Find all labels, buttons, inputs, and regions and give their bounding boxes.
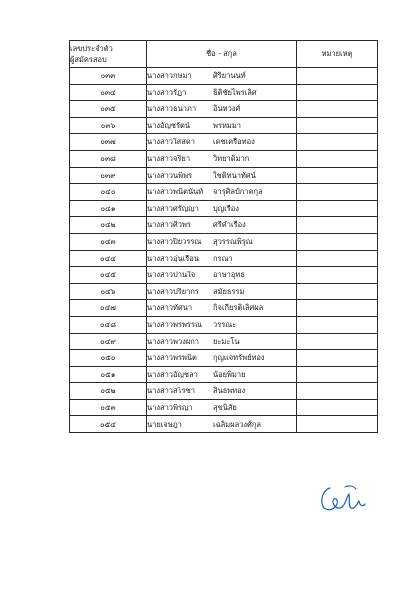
candidate-name [147,150,297,167]
candidate-remark [297,68,378,85]
candidate-name [147,84,297,101]
table-header-row [70,41,378,68]
header-full-name: ชื่อ - สกุล [147,41,297,68]
candidate-surname: สมัยธรรม [213,286,245,296]
table-row [70,399,378,416]
candidate-surname: สุขนิสัย [213,402,237,412]
candidate-number: ๐๔๒ [70,217,147,234]
candidate-title-first-name: นางสาวศิวพร [147,221,191,229]
header-remark: หมายเหตุ [297,41,378,68]
candidate-surname: กุญแจทรัพย์ทอง [213,353,265,363]
candidate-number: ๐๔๔ [70,250,147,267]
candidate-remark [297,200,378,217]
candidate-surname: วรรณะ [213,319,237,329]
table-row [70,68,378,85]
candidate-surname: อาษาอุทธ [213,270,245,280]
candidate-name [147,167,297,184]
candidate-title-first-name: นางสาวธนาภา [147,105,197,113]
candidate-title-first-name: นางสาวปิยวรรณ [147,237,202,246]
table-row [70,233,378,250]
candidate-name [147,333,297,350]
candidate-title-first-name: นางสาวพิรญา [147,403,193,412]
candidate-title-first-name: นางสาวใสสดา [147,138,195,146]
candidate-name [147,383,297,400]
candidate-surname: จารุศิลป์กาคกุล [213,187,263,197]
candidate-remark [297,167,378,184]
candidate-title-first-name: นางสาวจริยา [147,155,191,163]
table-row [70,283,378,300]
candidate-remark [297,233,378,250]
candidate-title-first-name: นางสาวสโรชา [147,387,195,395]
table-row [70,117,378,134]
candidate-remark [297,184,378,201]
table-row [70,150,378,167]
table-row [70,300,378,317]
candidate-number: ๐๕๐ [70,350,147,367]
candidate-surname: กรณา [213,253,233,263]
table-row [70,167,378,184]
candidate-surname: อินทวงศ์ [213,104,241,114]
candidate-title-first-name: นางสาวปานใจ [147,271,196,279]
candidate-number: ๐๕๔ [70,416,147,433]
candidate-remark [297,283,378,300]
candidate-remark [297,150,378,167]
header-number-line2: ผู้สมัครสอบ [70,55,107,64]
candidate-remark [297,101,378,118]
candidate-number: ๐๓๕ [70,101,147,118]
candidate-title-first-name: นางสาวปริยากร [147,287,199,296]
candidate-name [147,233,297,250]
candidate-title-first-name: นางสาวพวงผกา [147,337,199,346]
table-row [70,250,378,267]
candidate-remark [297,117,378,134]
candidate-title-first-name: นางสาวรัฏา [147,88,187,97]
candidate-number: ๐๕๑ [70,366,147,383]
candidate-surname: สุวรรณพิรุณ [213,236,253,246]
candidate-name [147,250,297,267]
candidate-remark [297,267,378,284]
candidate-name [147,366,297,383]
candidate-remark [297,217,378,234]
candidate-table [69,40,378,433]
candidate-number: ๐๓๘ [70,150,147,167]
candidate-title-first-name: นางสาวพรพรรณ [147,320,202,329]
candidate-number: ๐๓๓ [70,68,147,85]
candidate-name [147,316,297,333]
candidate-surname: ศิริยานนท์ [213,71,246,81]
candidate-surname: ธิติชัยไพรเลิศ [213,87,257,97]
candidate-remark [297,250,378,267]
candidate-number: ๐๔๘ [70,316,147,333]
candidate-number: ๐๔๗ [70,300,147,317]
candidate-surname: พรหมมา [213,120,242,130]
candidate-number: ๐๔๓ [70,233,147,250]
candidate-number: ๐๓๖ [70,117,147,134]
table-row [70,101,378,118]
candidate-name [147,350,297,367]
header-number-line1: เลขประจำตัว [70,44,113,53]
candidate-number: ๐๓๔ [70,84,147,101]
candidate-name [147,134,297,151]
candidate-remark [297,134,378,151]
table-row [70,416,378,433]
candidate-name [147,200,297,217]
candidate-remark [297,300,378,317]
candidate-title-first-name: นางสาวพรพนิต [147,354,197,362]
table-row [70,217,378,234]
candidate-title-first-name: นายเจษฎา [147,420,182,429]
candidate-title-first-name: นางสาวพนิตนันท์ [147,188,204,196]
table-body [70,68,378,433]
table-row [70,134,378,151]
candidate-surname: กิจเกียรติเลิศผล [213,303,264,313]
table-row [70,84,378,101]
candidate-remark [297,350,378,367]
candidate-number: ๐๔๕ [70,267,147,284]
candidate-title-first-name: นางสาวศรัญญา [147,204,199,213]
candidate-list-sheet [69,40,377,433]
candidate-number: ๐๔๐ [70,184,147,201]
candidate-name [147,416,297,433]
candidate-remark [297,383,378,400]
candidate-remark [297,333,378,350]
table-row [70,350,378,367]
candidate-number: ๐๔๑ [70,200,147,217]
header-candidate-number [70,41,147,68]
candidate-name [147,184,297,201]
candidate-surname: เดชเครือทอง [213,137,255,147]
candidate-remark [297,316,378,333]
candidate-name [147,283,297,300]
candidate-remark [297,84,378,101]
candidate-surname: วิทยาดิมาก [213,154,250,164]
candidate-surname: ยะมะโน [213,336,240,346]
candidate-title-first-name: นางอัญชรัตน์ [147,121,191,130]
table-row [70,366,378,383]
candidate-number: ๐๓๙ [70,167,147,184]
table-row [70,383,378,400]
candidate-surname: บุญเรือง [213,203,239,213]
candidate-name [147,399,297,416]
signature-icon [318,484,370,514]
candidate-surname: เฉลิมผลวงศ์กุล [213,419,261,429]
candidate-remark [297,366,378,383]
candidate-name [147,101,297,118]
candidate-title-first-name: นางสาวนพิพร [147,171,193,180]
table-row [70,184,378,201]
candidate-title-first-name: นางสาวอุ่นเรือน [147,254,199,263]
candidate-name [147,217,297,234]
candidate-surname: น้อยพิมาย [213,369,246,379]
candidate-surname: ศรีคำเรือง [213,220,246,230]
table-row [70,333,378,350]
candidate-number: ๐๕๓ [70,399,147,416]
candidate-number: ๐๔๖ [70,283,147,300]
candidate-title-first-name: นางสาวกษมา [147,72,192,80]
candidate-name [147,117,297,134]
candidate-remark [297,416,378,433]
table-row [70,267,378,284]
candidate-surname: สินธพทอง [213,386,246,396]
table-row [70,316,378,333]
candidate-title-first-name: นางสาวทัศนา [147,304,193,312]
candidate-name [147,267,297,284]
candidate-name [147,68,297,85]
candidate-number: ๐๔๙ [70,333,147,350]
candidate-number: ๐๓๗ [70,134,147,151]
candidate-remark [297,399,378,416]
table-row [70,200,378,217]
candidate-name [147,300,297,317]
candidate-title-first-name: นางสาวอัญชลา [147,370,198,379]
candidate-surname: ใชติทนาทัศน์ [213,170,256,180]
candidate-number: ๐๕๒ [70,383,147,400]
